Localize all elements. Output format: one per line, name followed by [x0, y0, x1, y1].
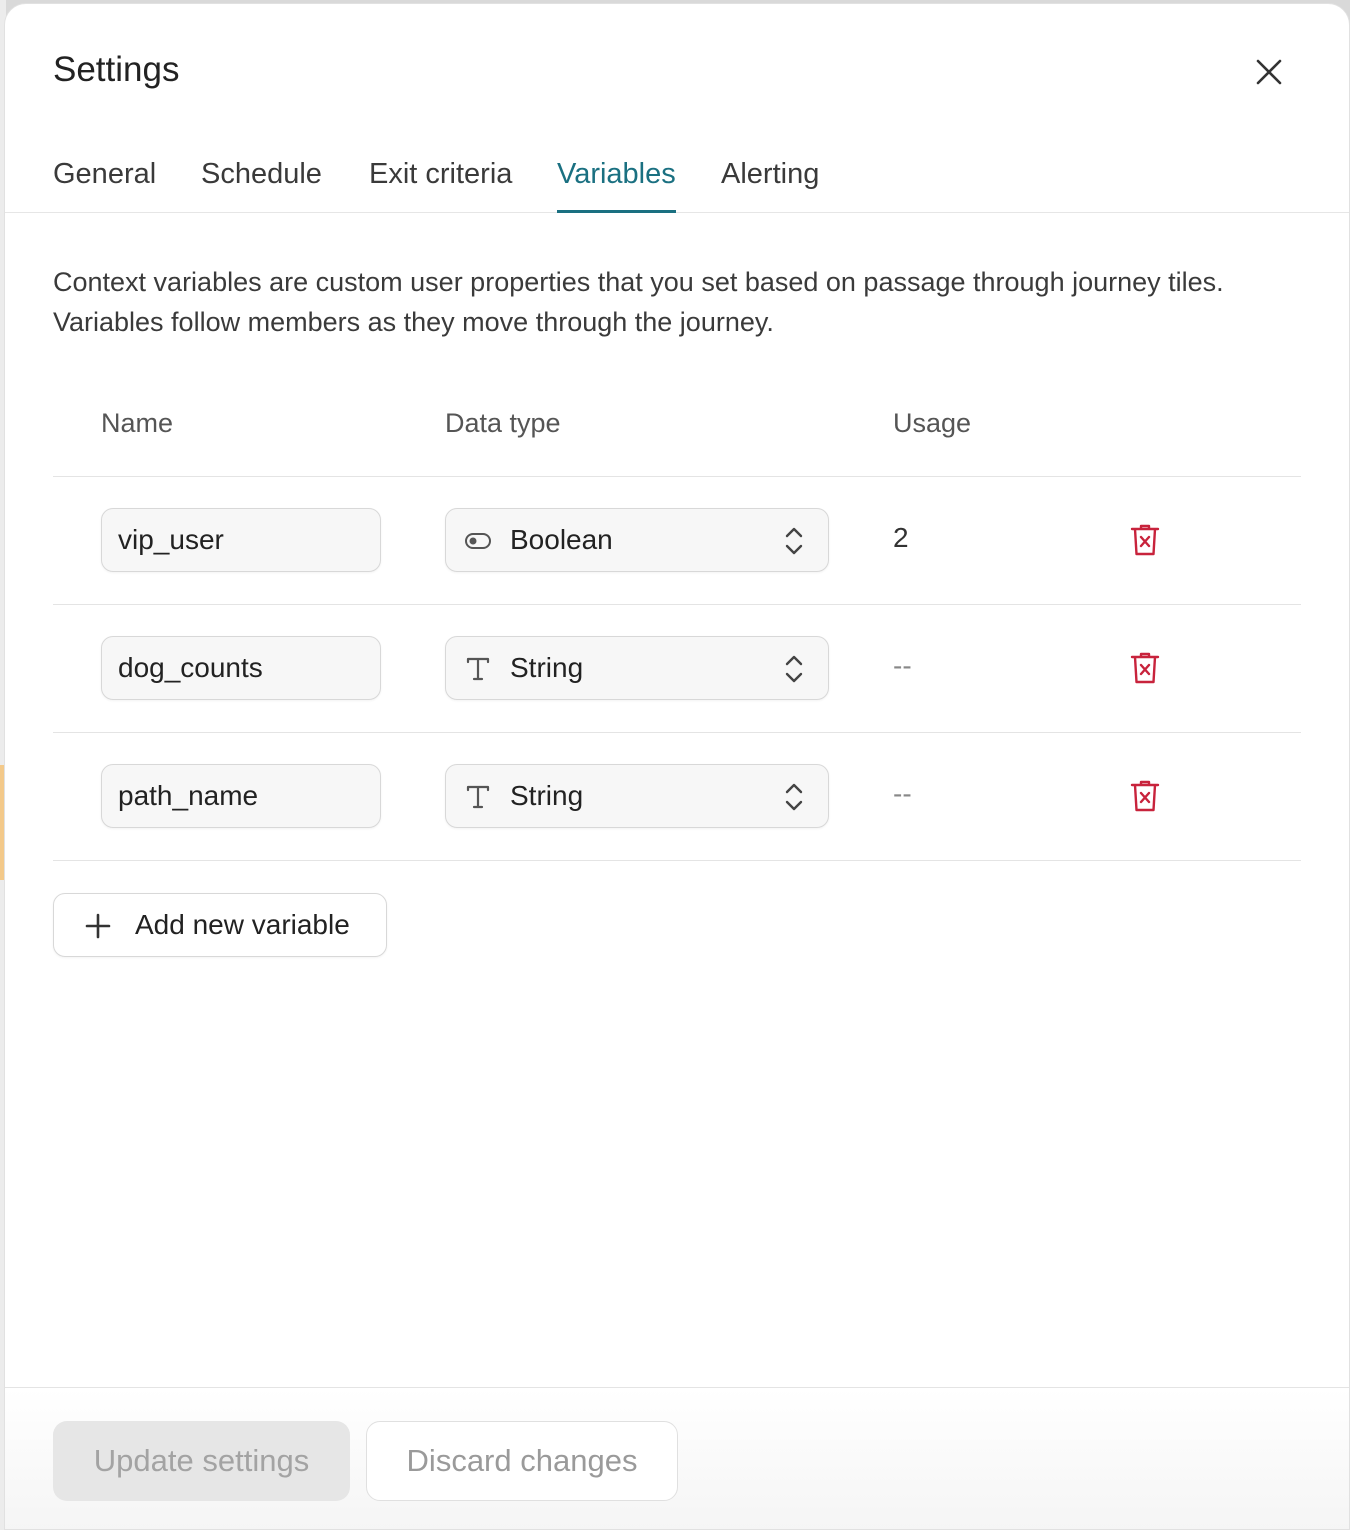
usage-count: -- [893, 778, 912, 809]
settings-dialog [4, 3, 1350, 1530]
column-header-data-type: Data type [445, 408, 561, 438]
variables-description: Context variables are custom user properties that you set based on passage through journey tiles. Variables follow members as they move through the journey. [53, 267, 1224, 337]
usage-count: 2 [893, 522, 909, 553]
toggle-icon [464, 527, 492, 555]
table-row [53, 476, 1301, 604]
tab-exit-criteria[interactable]: Exit criteria [369, 158, 513, 190]
delete-variable-button[interactable] [1125, 776, 1165, 816]
data-type-select[interactable] [445, 764, 829, 828]
tab-schedule[interactable]: Schedule [201, 158, 322, 190]
data-type-select[interactable] [445, 508, 829, 572]
tab-bar [5, 144, 1349, 213]
table-row [53, 604, 1301, 732]
variable-name-input[interactable] [101, 636, 381, 700]
column-header-name: Name [101, 408, 174, 438]
trash-icon [1130, 651, 1160, 685]
close-button[interactable] [1247, 50, 1291, 94]
tab-alerting[interactable]: Alerting [721, 158, 820, 190]
add-variable-button[interactable] [53, 893, 387, 957]
variable-name-input[interactable] [101, 764, 381, 828]
column-header-usage: Usage [893, 408, 972, 438]
dialog-title: Settings [53, 50, 180, 89]
plus-icon [84, 912, 112, 940]
chevron-up-down-icon [784, 654, 804, 684]
delete-variable-button[interactable] [1125, 520, 1165, 560]
data-type-select[interactable] [445, 636, 829, 700]
table-row [53, 732, 1301, 860]
data-type-label: String [510, 652, 584, 683]
table-divider [53, 860, 1301, 861]
tab-variables[interactable]: Variables [557, 158, 676, 213]
chevron-up-down-icon [784, 526, 804, 556]
text-type-icon [464, 655, 492, 683]
variable-name-input[interactable] [101, 508, 381, 572]
trash-icon [1130, 779, 1160, 813]
usage-count: -- [893, 650, 912, 681]
close-icon [1255, 58, 1283, 86]
add-variable-label: Add new variable [135, 909, 350, 940]
trash-icon [1130, 523, 1160, 557]
chevron-up-down-icon [784, 782, 804, 812]
dialog-footer [5, 1387, 1349, 1530]
text-type-icon [464, 783, 492, 811]
data-type-label: Boolean [510, 524, 613, 555]
tab-general[interactable]: General [53, 158, 157, 190]
update-settings-button[interactable]: Update settings [53, 1421, 350, 1501]
data-type-label: String [510, 780, 584, 811]
discard-changes-button[interactable]: Discard changes [366, 1421, 678, 1501]
delete-variable-button[interactable] [1125, 648, 1165, 688]
